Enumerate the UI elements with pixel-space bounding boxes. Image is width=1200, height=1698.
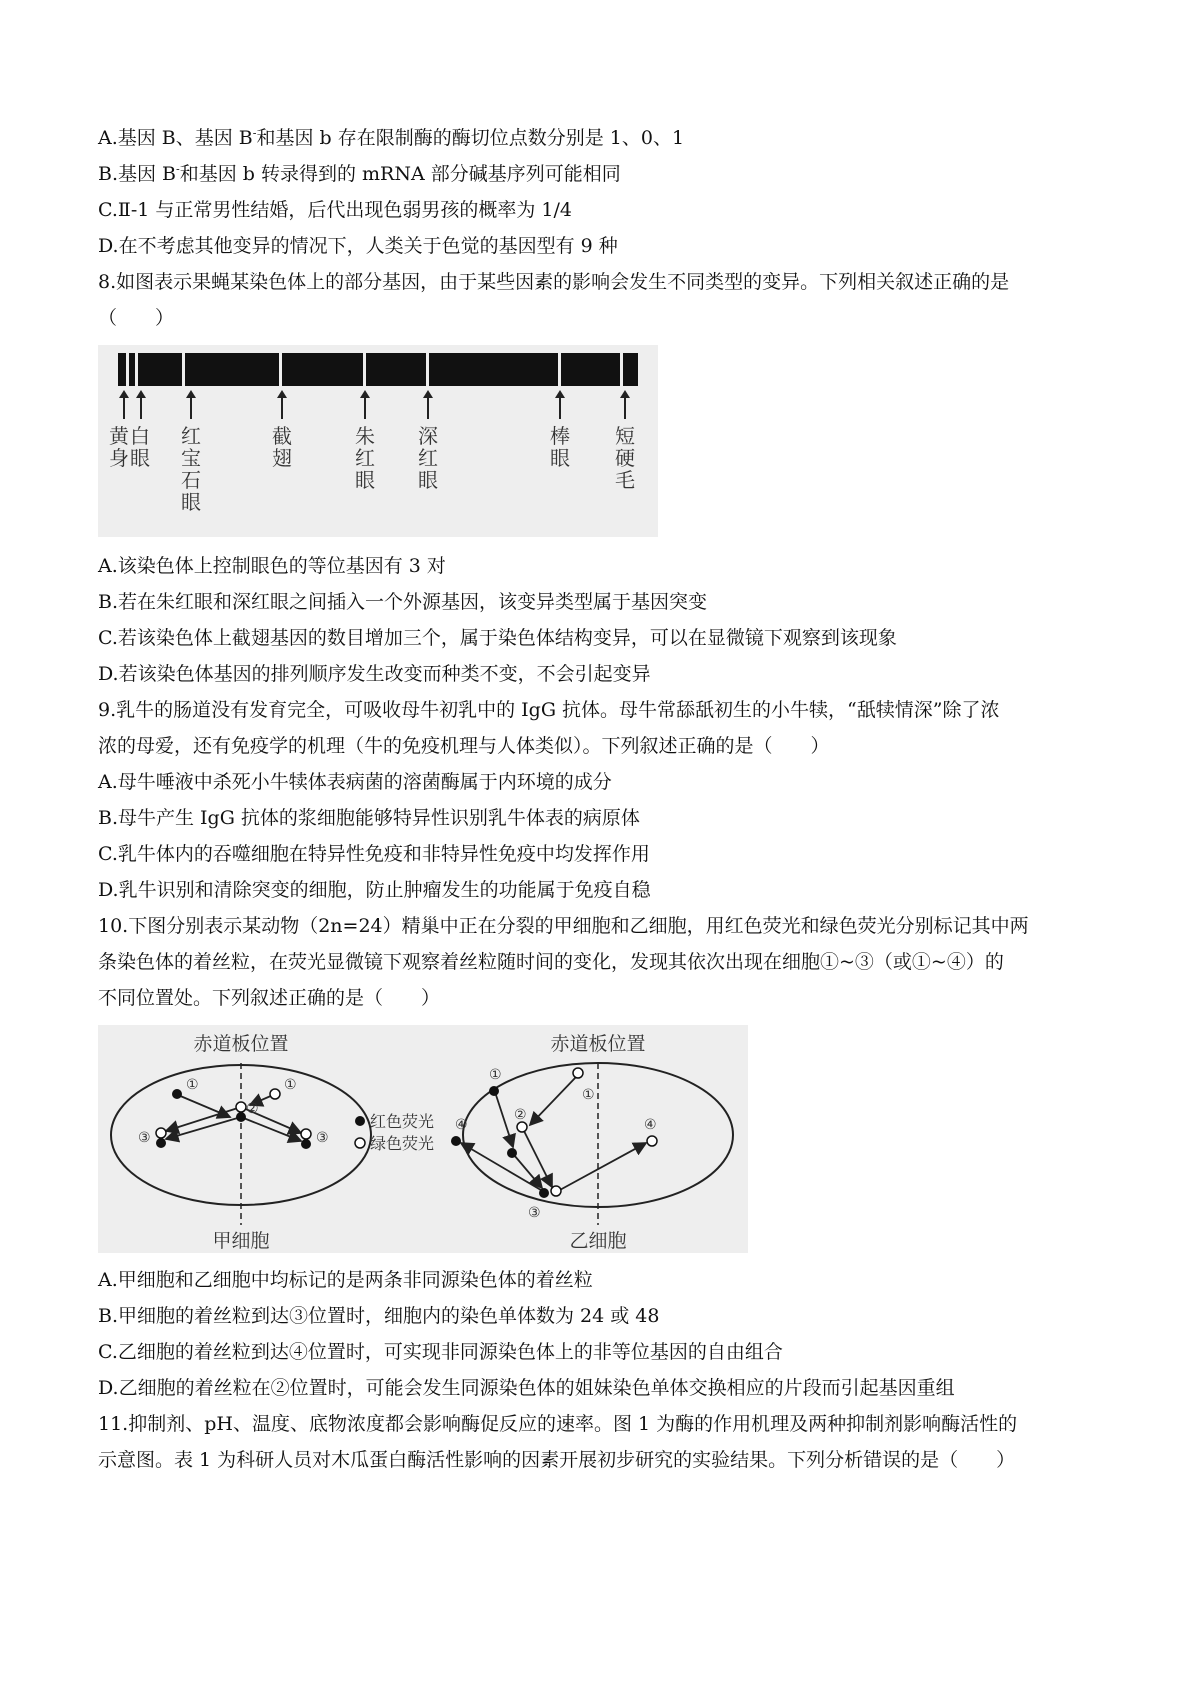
q7-option-a: A.基因 B、基因 B-和基因 b 存在限制酶的酶切位点数分别是 1、0、1 (98, 126, 685, 149)
q8-stem-paren: （ ） (98, 307, 175, 329)
cell-diagram (98, 1025, 748, 1253)
arrow-icon (364, 397, 366, 419)
q7-option-d: D.在不考虑其他变异的情况下，人类关于色觉的基因型有 9 种 (98, 235, 618, 257)
cell-2-plate-label: 赤道板位置 (550, 1033, 646, 1055)
q8-option-c: C.若该染色体上截翅基因的数目增加三个，属于染色体结构变异，可以在显微镜下观察到该现象 (98, 627, 897, 649)
gene-label-ruby-eye: 红 宝 石 眼 (181, 424, 201, 514)
gene-label-white-eye: 白 眼 (130, 424, 150, 470)
q8-option-b: B.若在朱红眼和深红眼之间插入一个外源基因，该变异类型属于基因突变 (98, 591, 708, 613)
q11-stem: 11.抑制剂、pH、温度、底物浓度都会影响酶促反应的速率。图 1 为酶的作用机理及两种抑制剂影响酶活性的 (98, 1413, 1018, 1435)
svg-text:②: ② (514, 1107, 527, 1123)
q9-option-b: B.母牛产生 IgG 抗体的浆细胞能够特异性识别乳牛体表的病原体 (98, 807, 640, 829)
svg-text:②: ② (246, 1101, 259, 1117)
q8-option-a: A.该染色体上控制眼色的等位基因有 3 对 (98, 555, 446, 577)
svg-text:③: ③ (138, 1130, 151, 1146)
svg-text:③: ③ (528, 1205, 541, 1221)
q10-option-a: A.甲细胞和乙细胞中均标记的是两条非同源染色体的着丝粒 (98, 1269, 593, 1291)
q11-stem-cont: 示意图。表 1 为科研人员对木瓜蛋白酶活性影响的因素开展初步研究的实验结果。下列分析错误的是（ ） (98, 1449, 1016, 1471)
q9-stem-cont: 浓的母爱，还有免疫学的机理（牛的免疫机理与人体类似）。下列叙述正确的是（ ） (98, 735, 830, 757)
gene-label-bar-eye: 棒 眼 (550, 424, 570, 470)
arrow-icon (624, 397, 626, 419)
cell-division-figure (98, 1025, 748, 1253)
q10-option-b: B.甲细胞的着丝粒到达③位置时，细胞内的染色单体数为 24 或 48 (98, 1305, 660, 1327)
gene-label-short-bristle: 短 硬 毛 (615, 424, 635, 492)
legend-red: 红色荧光 (370, 1112, 435, 1131)
arrow-icon (190, 397, 192, 419)
q7-option-c: C.Ⅱ-1 与正常男性结婚，后代出现色弱男孩的概率为 1/4 (98, 199, 572, 221)
arrow-icon (140, 397, 142, 419)
arrow-icon (123, 397, 125, 419)
svg-text:③: ③ (316, 1130, 329, 1146)
q10-stem-end: 不同位置处。下列叙述正确的是（ ） (98, 987, 441, 1009)
arrow-icon (281, 397, 283, 419)
arrow-icon (427, 397, 429, 419)
legend-green: 绿色荧光 (370, 1134, 435, 1153)
cell-2-label: 乙细胞 (569, 1230, 627, 1252)
gene-label-cut-wing: 截 翅 (272, 424, 292, 470)
svg-text:④: ④ (644, 1117, 657, 1133)
q9-option-d: D.乳牛识别和清除突变的细胞，防止肿瘤发生的功能属于免疫自稳 (98, 879, 651, 901)
svg-text:①: ① (582, 1087, 595, 1103)
q8-stem: 8.如图表示果蝇某染色体上的部分基因，由于某些因素的影响会发生不同类型的变异。下列相关叙述正确的是 (98, 271, 1010, 293)
chromosome-gene-figure (98, 345, 658, 537)
q9-stem: 9.乳牛的肠道没有发育完全，可吸收母牛初乳中的 IgG 抗体。母牛常舔舐初生的小牛犊，“舐犊情深”除了浓 (98, 699, 1000, 721)
svg-text:④: ④ (455, 1117, 468, 1133)
svg-text:①: ① (186, 1077, 199, 1093)
q10-stem: 10.下图分别表示某动物（2n=24）精巢中正在分裂的甲细胞和乙细胞，用红色荧光和绿色荧光分别标记其中两 (98, 915, 1029, 937)
cell-1-plate-label: 赤道板位置 (193, 1033, 289, 1055)
svg-text:①: ① (489, 1067, 502, 1083)
q7-option-b: B.基因 B-和基因 b 转录得到的 mRNA 部分碱基序列可能相同 (98, 162, 621, 185)
svg-text:①: ① (284, 1077, 297, 1093)
arrow-icon (559, 397, 561, 419)
cell-1-label: 甲细胞 (212, 1230, 270, 1252)
q10-option-c: C.乙细胞的着丝粒到达④位置时，可实现非同源染色体上的非等位基因的自由组合 (98, 1341, 783, 1363)
q8-option-d: D.若该染色体基因的排列顺序发生改变而种类不变，不会引起变异 (98, 663, 651, 685)
q10-stem-cont: 条染色体的着丝粒，在荧光显微镜下观察着丝粒随时间的变化，发现其依次出现在细胞①~③（或①~④）的 (98, 951, 1004, 973)
q9-option-c: C.乳牛体内的吞噬细胞在特异性免疫和非特异性免疫中均发挥作用 (98, 843, 650, 865)
q9-option-a: A.母牛唾液中杀死小牛犊体表病菌的溶菌酶属于内环境的成分 (98, 771, 612, 793)
q10-option-d: D.乙细胞的着丝粒在②位置时，可能会发生同源染色体的姐妹染色单体交换相应的片段而引起基因重组 (98, 1377, 955, 1399)
gene-label-deep-red-eye: 深 红 眼 (418, 424, 438, 492)
gene-label-yellow-body: 黄 身 (109, 424, 129, 470)
gene-label-vermilion-eye: 朱 红 眼 (355, 424, 375, 492)
